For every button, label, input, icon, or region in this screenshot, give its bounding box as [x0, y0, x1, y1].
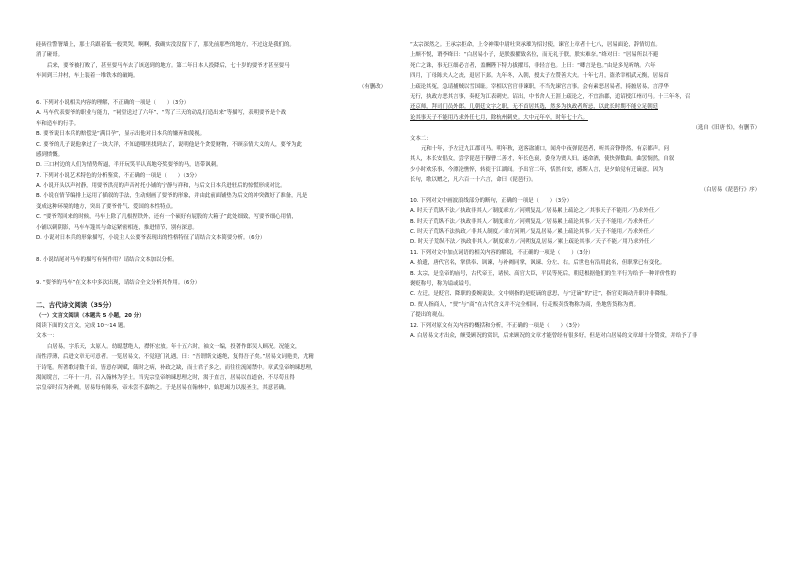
text-line: 元和十年，予左迁九江郡司马。明年秋，送客湓浦口，闻舟中夜弹琵琶者，听其音铮铮然，有京都声。问	[421, 145, 669, 152]
source-note: （选自《旧唐书》，有删节）	[692, 125, 760, 132]
text-line: 消了碰哥。	[36, 52, 63, 59]
text-line: 上疏论其冤，急请捕贼以雪国耻。宰相以宫官非谏职，不当先谏官言事。会有素恶居易者，掎摭居易，言浮华	[410, 83, 669, 90]
option-line: B. 小说在情节编排上运用了插叙的手法，生动刻画了要爷的形象，并由此前面铺垫为后文的冲突做好了准备，凡是	[36, 193, 308, 200]
text-line: 于诗笔。所著歌诗数千首，皆意存讽赋，箴时之病，补政之缺，而士君子多之，而往往流闻禁中。章武皇帝纳谏思理，	[36, 364, 317, 371]
option-line: A. 白居易文才出众，颇受顾况的赏识，后来顾况的文章才能曾经有很多好，但是对白居易的文章却十分赞赏，并给予了非	[410, 332, 698, 339]
text-line: 渴闻谠言，二年十一月，召入翰林为学士。当宪宗皇帝纳谏思理之时，渴于直言，居易以直道奋，不尽苟且得	[36, 374, 295, 381]
option-line: A. 时天子荒纵不法／执政非其人／制度乖方／河朔复乱／居易累上疏论之／其事天子不能用／乃求外任／	[410, 208, 660, 215]
text-line: 四月，丁母陈夫人之丧，退居下邽。九年冬，入朝，授太子左赞善大夫。十年七月，盗杀宰相武元衡，居易首	[410, 73, 669, 80]
text-line: 白居易，字乐天，太原人。幼聪慧绝人，襟怀宏放。年十五六时，袖文一编，投著作郎吴人顾况。况能文，	[47, 343, 301, 350]
question-6-stem: 6. 下列对小说相关内容的理解，不正确的一项是（ ）（3分）	[36, 99, 190, 106]
wavy-underline-line: 还京师，拜司门员外郎。几朝廷文字之职，无不首居其选，然多为执政者所忌，以此长时期不能立足朝廷	[410, 104, 658, 111]
option-line: D. 小说对日本兵的形象描写，小说主人公要爷表现出的性格特征了请结合文本简要分析。（6分）	[36, 235, 266, 242]
option-line: B. 要爷说日本兵的赔偿是“满目孕”，显示出他对日本兵的嫌弃和蔑视。	[36, 131, 206, 138]
question-10-stem: 10. 下列对文中画波浪线部分的断句，正确的一项是（ ）（3分）	[410, 197, 572, 204]
source-note: （白居易《琵琶行》序）	[700, 187, 760, 194]
text-label: 文本一：	[36, 333, 58, 340]
option-line: 变成这种环境的地方，突出了要爷骨气、爱国的本性特点。	[36, 203, 177, 210]
text-label: 文本二：	[410, 135, 432, 142]
question-9: 9. “要爷的马车”在文本中多次出现，请结合全文分析其作用。（6分）	[36, 279, 201, 286]
text-line: 硅砖往警署墙上，那士兵跟着低一般哭哭，啊啊，我确实没没留下了，那先前那些的地方，不过这是我们的。	[36, 42, 295, 48]
wavy-underline-line: 论其事天子不能用乃求外任七月，除杭州刺史。大中元年卒，时年七十六。	[410, 114, 588, 121]
option-line: C. “要爷驾回来的时候，马车上除了几根捏铁外，还有一个硕好有屁股的大箱子”此处细致，写要爷细心用情，	[36, 214, 297, 221]
subsection-heading: （一）文言文阅读（本题共 5 小题，20 分）	[36, 312, 145, 319]
option-line: C. 要爷的儿子说他拿过了一块大洋，不知道哪里找到去了，说明他是个贪爱财物，不顾亲情大义的人，要爷为此	[36, 141, 302, 148]
option-line: D. 贾人指商人，“贾”与“商”在古代含义并不完全相同，行走贩卖货物称为商，坐地售货称为贾。	[410, 301, 639, 308]
text-line: 车回到三井村，车上装着一堆铁本的破绳。	[36, 73, 139, 80]
option-line: D. 时天子荒纵不法／执政非其人／制度乖方／河朔复乱居易／累上疏论其事／天子不能／用乃求外任／	[410, 239, 655, 246]
text-line: 死亡之诛，事无巨细必言者，盖酬陛下特力拔擢耳，非轻言也。上曰：“卿言是也。”由是多见听纳。六年	[410, 62, 656, 69]
right-column	[410, 40, 760, 341]
source-note: （有删改）	[359, 83, 386, 90]
text-line: 上颇不悦，谓李绛曰：“白居易小子，是朕拔擢致名位，而无礼于朕，朕实难奈。”绛对曰：“居易所以不避	[410, 52, 659, 59]
text-line: 而性浮薄，后进文章无可意者。一览居易文，不觉迎门礼遇，曰：“吾谓斯文遂绝，复得吾子矣。”居易文词艳美，尤精	[36, 354, 314, 361]
text-line: 少小时欢乐事，今漂沦憔悴，转徙于江湖间。予出官二年，恬然自安，感斯人言，是夕始觉有迁谪意。因为	[410, 166, 664, 173]
option-line: C. 时天子荒纵不法执政／非其人制度／乖方河朔／复乱居易／累上疏论其事／天子不能用／乃求外任／	[410, 229, 655, 236]
option-line: 车和造车的行手。	[36, 120, 80, 127]
option-line: B. 太宗，是皇帝的庙号，古代帝王，诸侯、高官大臣，平民等死后，朝廷根据他们的生平行为给予一种评价性的	[410, 270, 676, 277]
question-8: 8. 小说结尾对马车的描写有何作用？请结合文本加以分析。	[36, 257, 178, 264]
question-7-stem: 7. 下列对小说艺术特色的分析鉴赏，不正确的一项是（ ）（3分）	[36, 172, 200, 179]
text-line: 后来，要爷被打败了，甚至要马车去了该送到的地方。第二年日本人投降后，七十岁的要爷才甚至要马	[47, 62, 290, 69]
text-line: “太宗深然之。王承宗拒命，上令神策中尉吐突承璀为招讨使，谏官上章者十七八，居易面论，辞情切直。	[410, 42, 661, 48]
text-line: 宗皇帝时召为补阙，居易每有陈奏，帝未尝不嘉纳之。于是居易在翰林中，始思竭力以报圣主，其意甚确。	[36, 385, 290, 392]
option-line: A. 拾遗，唐代官名，掌供奉、讽谏，与补阙同掌，讽谏、分左、右。后世也有沿用此名，但职掌已有变化。	[410, 260, 665, 267]
text-line: 其人，本长安倡女，尝学琵琶于穆曹二善才，年长色衰，委身为贾人妇。遂命酒，使快弹数曲。曲罢悯然，自叙	[410, 156, 675, 163]
instruction: 阅读下面的文言文，完成 10～14 题。	[36, 322, 129, 329]
text-line: 无行，执政方恶其言事，奏贬为江表刺史。诏出，中书舍人王涯上疏论之，不宜治郡，追诏授江州司马。十三年冬，召	[410, 93, 691, 100]
text-line: 长句，歌以赠之，凡六百一十六言，命曰《琵琶行》。	[410, 177, 537, 184]
left-column	[36, 40, 386, 394]
option-line: 小铺以刺阴影，马车车篷其与命运紧密相连，推进情节，别有深意。	[36, 224, 198, 231]
option-line: B. 时天子荒纵不法／执政非其人／制度乖方／河朔复乱／居易累上疏论其事／天子不能用／乃求外任／	[410, 218, 655, 225]
option-line: D. 三口村边的人们为情势所逼，半开玩笑半认真地夸奖要爷的马，语带讽刺。	[36, 162, 222, 169]
option-line: A. 小说开头以声衬静，用要爷洪亮的声音衬托小铺的宁静与祥和，与后文日本兵进驻后的惊慌形成对比。	[36, 183, 286, 190]
section-heading: 二、古代诗文阅读（35分）	[36, 301, 116, 310]
question-11-stem: 11. 下列对文中加点词语的相关内容的解说，不正确的一项是（ ）（3分）	[410, 249, 594, 256]
option-line: A. 马车代表要爷的职业与能力，“祠堂送过了六年”、“驾了三天的动乱打造出来”等描写，表明要爷是个战	[36, 110, 286, 117]
question-12-stem: 12. 下列对原文有关内容的概括和分析，不正确的一项是（ ）（3分）	[410, 322, 583, 329]
option-line: 褒贬称号，称为谥或谥号。	[410, 280, 475, 287]
option-line: 了提出的观点。	[410, 312, 448, 319]
option-line: 感到愤慨。	[36, 151, 63, 158]
option-line: C. 左迁，是贬官、降职的委婉说法。文中则指的是贬谪的意思，与“迁谪”的“迁”，指官吏调动升职并非降级。	[410, 291, 671, 298]
